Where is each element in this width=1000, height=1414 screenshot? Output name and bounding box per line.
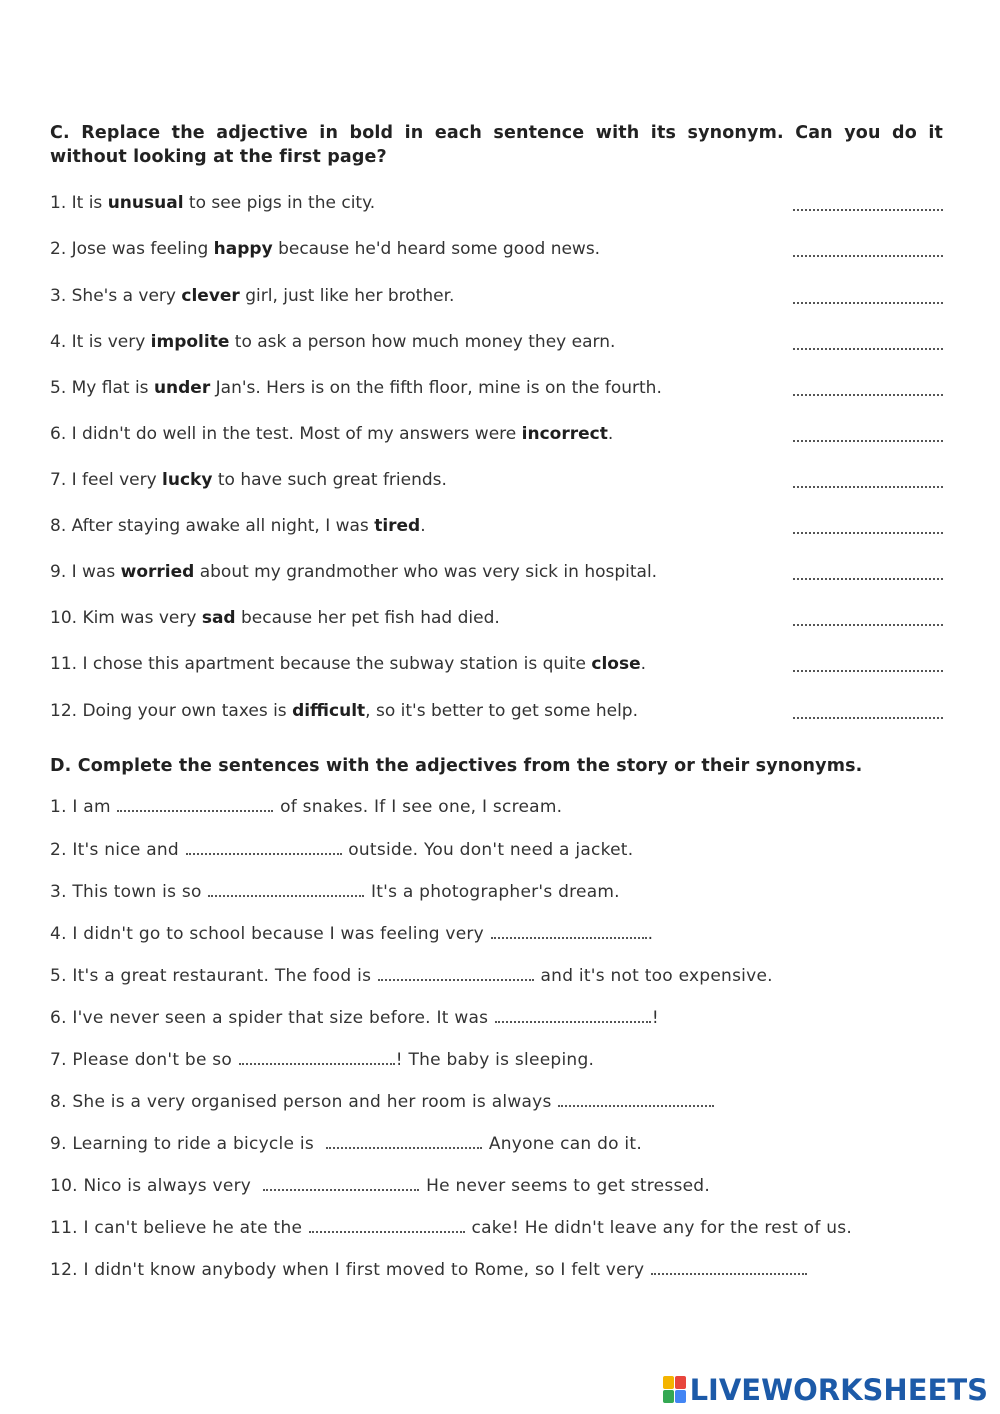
sentence-end: to ask a person how much money they earn. <box>229 332 616 352</box>
bold-adjective: tired <box>374 516 421 536</box>
bold-adjective: unusual <box>107 193 184 213</box>
sentence-end: cake! He didn't leave any for the rest of us. <box>465 1218 852 1238</box>
sentence-start: 8. After staying awake all night, I was <box>50 516 375 536</box>
sentence-start: 5. My flat is <box>50 378 154 398</box>
section-d-item <box>50 880 960 904</box>
sentence-start: 8. She is a very organised person and her room is always <box>50 1092 558 1112</box>
sentence-end: outside. You don't need a jacket. <box>342 840 634 860</box>
answer-blank[interactable] <box>793 243 943 257</box>
answer-blank[interactable] <box>793 382 943 396</box>
sentence-end: because her pet fish had died. <box>235 608 500 628</box>
fill-in-blank[interactable] <box>495 1011 651 1023</box>
section-c-item <box>50 606 943 630</box>
sentence-start: 5. It's a great restaurant. The food is <box>50 966 377 986</box>
section-c-item <box>50 376 943 400</box>
bold-adjective: lucky <box>162 470 213 490</box>
fill-in-blank[interactable] <box>326 1137 482 1149</box>
sentence-start: 12. Doing your own taxes is <box>50 701 293 721</box>
answer-blank[interactable] <box>793 658 943 672</box>
sentence-start: 3. She's a very <box>50 286 182 306</box>
fill-in-blank[interactable] <box>239 1053 395 1065</box>
bold-adjective: happy <box>213 239 273 259</box>
sentence-start: 12. I didn't know anybody when I first moved to Rome, so I felt very <box>50 1260 651 1280</box>
sentence-start: 11. I can't believe he ate the <box>50 1218 308 1238</box>
sentence-start: 10. Kim was very <box>50 608 202 628</box>
answer-blank[interactable] <box>793 197 943 211</box>
liveworksheets-logo-icon <box>663 1376 687 1404</box>
sentence-start: 9. I was <box>50 562 121 582</box>
bold-adjective: under <box>153 378 211 398</box>
sentence-end: because he'd heard some good news. <box>272 239 601 259</box>
answer-blank[interactable] <box>793 428 943 442</box>
section-d-item <box>50 795 960 819</box>
bold-adjective: incorrect <box>521 424 608 444</box>
section-d-item <box>50 1174 960 1198</box>
fill-in-blank[interactable] <box>491 927 647 939</box>
fill-in-blank[interactable] <box>309 1221 465 1233</box>
section-c-item <box>50 330 943 354</box>
section-d-item <box>50 1132 960 1156</box>
sentence-end: ! The baby is sleeping. <box>395 1050 595 1070</box>
section-c-item <box>50 468 943 492</box>
section-d-item <box>50 838 960 862</box>
bold-adjective: worried <box>120 562 195 582</box>
section-c-item <box>50 237 943 261</box>
bold-adjective: clever <box>181 286 240 306</box>
sentence-end: . <box>607 424 614 444</box>
sentence-end: It's a photographer's dream. <box>365 882 620 902</box>
answer-blank[interactable] <box>793 290 943 304</box>
section-d-item <box>50 1006 960 1030</box>
section-d-title: D. Complete the sentences with the adjectives from the story or their synonyms. <box>50 756 863 776</box>
sentence-start: 1. I am <box>50 797 117 817</box>
bold-adjective: close <box>591 654 641 674</box>
sentence-end: to have such great friends. <box>212 470 447 490</box>
sentence-end: about my grandmother who was very sick in hospital. <box>194 562 658 582</box>
sentence-end: . <box>647 924 654 944</box>
answer-blank[interactable] <box>793 566 943 580</box>
fill-in-blank[interactable] <box>378 969 534 981</box>
bold-adjective: difficult <box>292 701 366 721</box>
sentence-start: 4. It is very <box>50 332 151 352</box>
section-d-item <box>50 1090 960 1114</box>
sentence-start: 2. Jose was feeling <box>50 239 214 259</box>
section-d-item <box>50 964 960 988</box>
section-c-item <box>50 652 943 676</box>
section-c-item <box>50 514 943 538</box>
sentence-start: 6. I've never seen a spider that size before. It was <box>50 1008 494 1028</box>
sentence-start: 9. Learning to ride a bicycle is <box>50 1134 326 1154</box>
sentence-end: Anyone can do it. <box>483 1134 642 1154</box>
section-c-item <box>50 284 943 308</box>
answer-blank[interactable] <box>793 520 943 534</box>
sentence-end: . <box>640 654 647 674</box>
section-d-item <box>50 1258 960 1282</box>
section-c-item <box>50 560 943 584</box>
answer-blank[interactable] <box>793 336 943 350</box>
bold-adjective: impolite <box>150 332 230 352</box>
section-d-item <box>50 1216 960 1240</box>
sentence-end: and it's not too expensive. <box>534 966 773 986</box>
sentence-start: 7. I feel very <box>50 470 163 490</box>
answer-blank[interactable] <box>793 705 943 719</box>
fill-in-blank[interactable] <box>558 1095 714 1107</box>
section-c-item <box>50 699 943 723</box>
sentence-start: 6. I didn't do well in the test. Most of my answers were <box>50 424 522 444</box>
sentence-end: He never seems to get stressed. <box>420 1176 710 1196</box>
sentence-end: to see pigs in the city. <box>183 193 376 213</box>
answer-blank[interactable] <box>793 474 943 488</box>
bold-adjective: sad <box>201 608 236 628</box>
section-d-item <box>50 1048 960 1072</box>
sentence-end: ! <box>651 1008 659 1028</box>
sentence-start: 1. It is <box>50 193 108 213</box>
fill-in-blank[interactable] <box>651 1263 807 1275</box>
sentence-end: . <box>420 516 426 536</box>
sentence-end: girl, just like her brother. <box>239 286 455 306</box>
fill-in-blank[interactable] <box>117 800 273 812</box>
section-d-item <box>50 922 960 946</box>
sentence-start: 7. Please don't be so <box>50 1050 238 1070</box>
sentence-end: , so it's better to get some help. <box>365 701 639 721</box>
section-c-item <box>50 422 943 446</box>
sentence-start: 3. This town is so <box>50 882 208 902</box>
section-c-title: C. Replace the adjective in bold in each sentence with its synonym. Can you do it without looking at the first page? <box>50 123 943 167</box>
answer-blank[interactable] <box>793 612 943 626</box>
section-c-item <box>50 191 943 215</box>
sentence-end: Jan's. Hers is on the fifth floor, mine is on the fourth. <box>210 378 662 398</box>
fill-in-blank[interactable] <box>263 1179 419 1191</box>
logo-text: LIVEWORKSHEETS <box>689 1373 988 1407</box>
sentence-start: 2. It's nice and <box>50 840 185 860</box>
liveworksheets-logo <box>663 1373 988 1407</box>
sentence-start: 4. I didn't go to school because I was feeling very <box>50 924 490 944</box>
sentence-end: of snakes. If I see one, I scream. <box>274 797 563 817</box>
fill-in-blank[interactable] <box>186 843 342 855</box>
sentence-start: 11. I chose this apartment because the subway station is quite <box>50 654 592 674</box>
fill-in-blank[interactable] <box>208 885 364 897</box>
sentence-start: 10. Nico is always very <box>50 1176 263 1196</box>
